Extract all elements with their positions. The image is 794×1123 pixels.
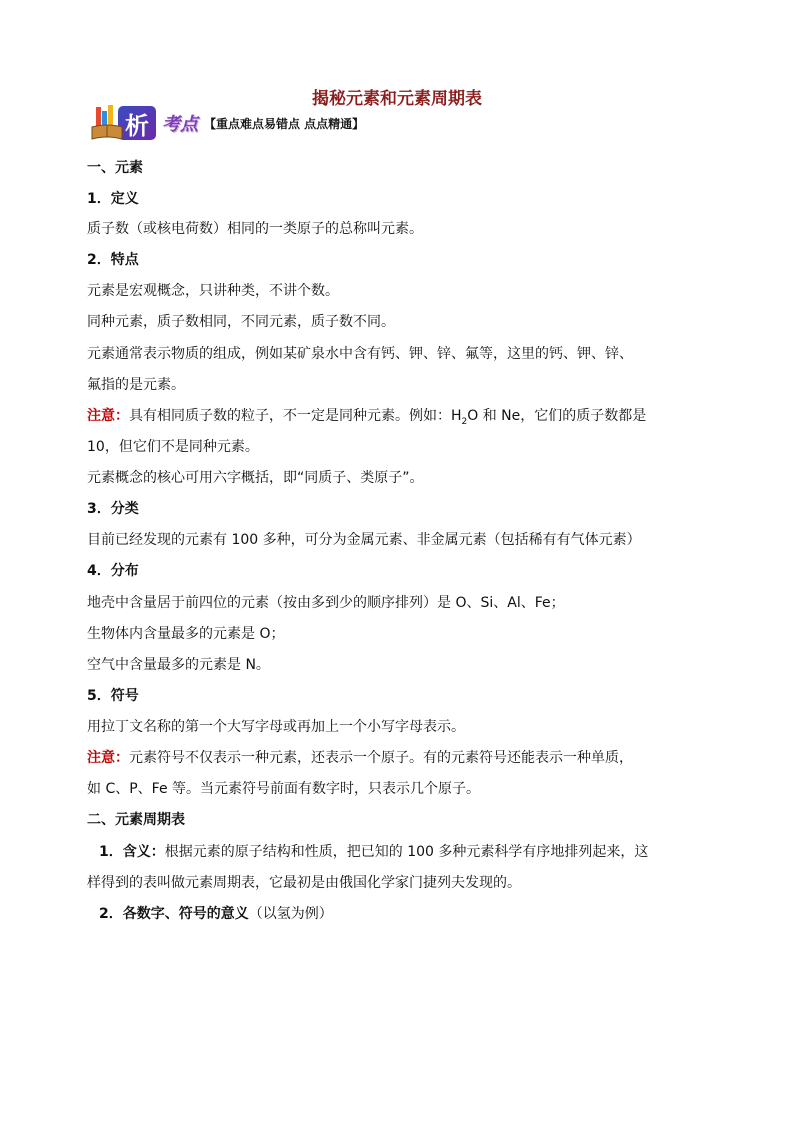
classification-text: 目前已经发现的元素有 100 多种，可分为金属元素、非金属元素（包括稀有有气体元素） [87,532,641,548]
symbol-heading: 5．符号 [87,688,139,704]
section-heading-elements: 一、元素 [87,160,143,176]
note-text: O 和 Ne，它们的质子数都是 [467,408,647,424]
note-label: 注意： [87,408,129,424]
features-heading: 2．特点 [87,252,139,268]
symbol-text: 用拉丁文名称的第一个大写字母或再加上一个小写字母表示。 [87,719,465,735]
feature-line: 元素是宏观概念，只讲种类，不讲个数。 [87,283,339,299]
note-paragraph [87,406,646,432]
distribution-line: 空气中含量最多的元素是 N。 [87,657,270,673]
distribution-line: 生物体内含量最多的元素是 O； [87,626,285,642]
symbols-meaning-line [99,904,333,924]
definition-heading: 1．定义 [87,191,139,207]
distribution-line: 地壳中含量居于前四位的元素（按由多到少的顺序排列）是 O、Si、Al、Fe； [87,595,565,611]
section-heading-periodic-table: 二、元素周期表 [87,812,185,828]
note-paragraph [87,748,633,768]
symbols-note: （以氢为例） [248,906,333,922]
note-label: 注意： [87,750,129,766]
note-text: 具有相同质子数的粒子，不一定是同种元素。例如：H [129,408,462,424]
feature-line: 元素概念的核心可用六字概括，即“同质子、类原子”。 [87,470,424,486]
feature-line-continued: 氟指的是元素。 [87,377,185,393]
distribution-heading: 4．分布 [87,563,139,579]
banner-subtitle: 【重点难点易错点 点点精通】 [204,116,365,131]
section-banner [90,100,364,146]
note-text: 元素符号不仅表示一种元素，还表示一个原子。有的元素符号还能表示一种单质， [129,750,633,766]
analysis-badge: 析 [118,106,156,140]
banner-label: 考点 [162,114,198,135]
meaning-paragraph [99,842,648,862]
note-text-continued: 如 C、P、Fe 等。当元素符号前面有数字时，只表示几个原子。 [87,781,481,797]
meaning-text: 根据元素的原子结构和性质，把已知的 100 多种元素科学有序地排列起来，这 [164,844,649,860]
meaning-text-continued: 样得到的表叫做元素周期表，它最初是由俄国化学家门捷列夫发现的。 [87,875,521,891]
feature-line: 元素通常表示物质的组成，例如某矿泉水中含有钙、钾、锌、氟等，这里的钙、钾、锌、 [87,346,633,362]
classification-heading: 3．分类 [87,501,139,517]
definition-text: 质子数（或核电荷数）相同的一类原子的总称叫元素。 [87,221,423,237]
symbols-label: 2．各数字、符号的意义 [99,906,249,922]
document-title: 揭秘元素和元素周期表 [312,89,482,109]
meaning-label: 1．含义： [99,844,165,860]
book-icon [90,103,124,143]
note-text-continued: 10，但它们不是同种元素。 [87,439,259,455]
subscript: 2 [461,416,468,427]
feature-line: 同种元素，质子数相同，不同元素，质子数不同。 [87,314,395,330]
